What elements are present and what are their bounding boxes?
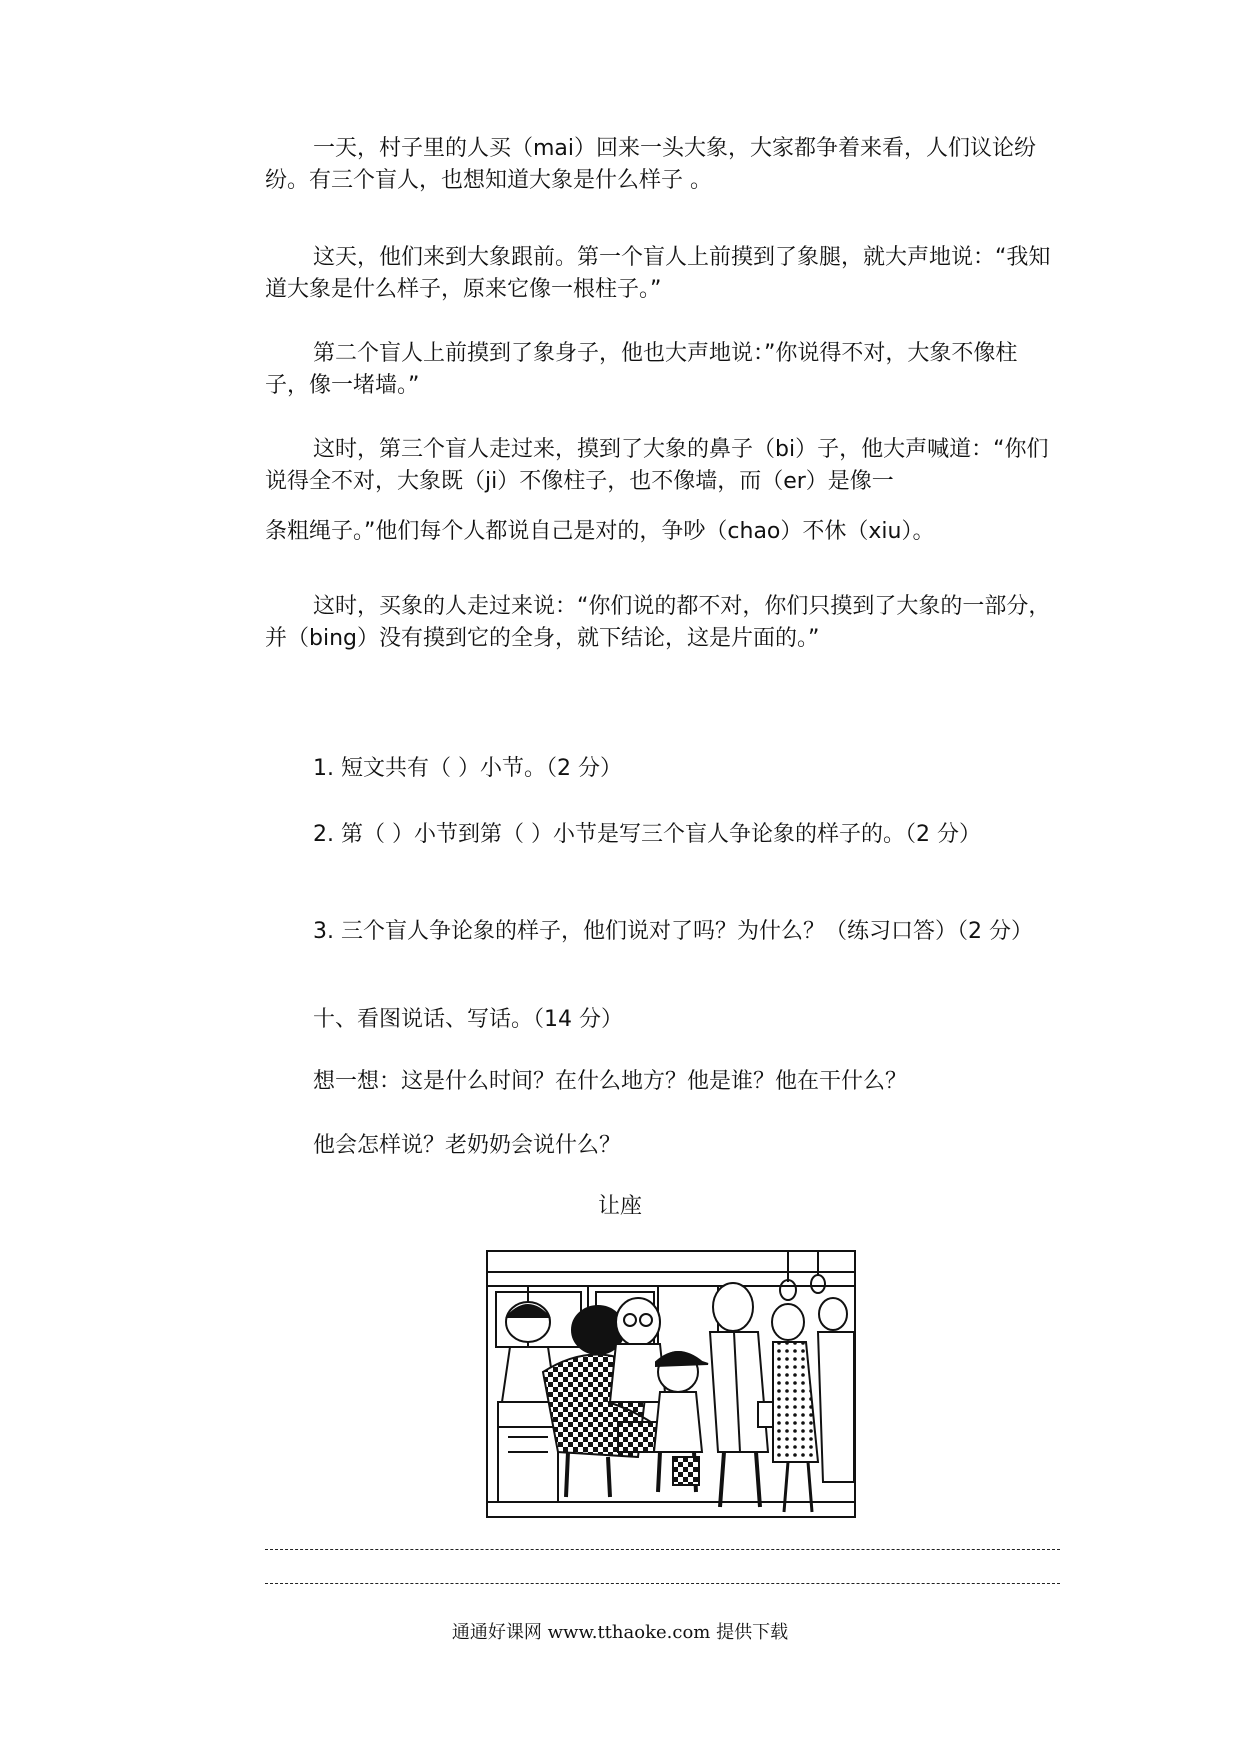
story-paragraph-5: 这时，买象的人走过来说：“你们说的都不对，你们只摸到了大象的一部分，并（bing）没有摸到它的全身，就下结论，这是片面的。”: [265, 594, 1051, 651]
writing-line-1[interactable]: [265, 1549, 1060, 1550]
story-paragraph-4-end: 条粗绳子。”他们每个人都说自己是对的，争吵（chao）不休（xiu）。: [265, 519, 935, 544]
section-10-heading: 十、看图说话、写话。（14 分）: [313, 1007, 623, 1032]
question-2: 2. 第（ ）小节到第（ ）小节是写三个盲人争论象的样子的。（2 分）: [313, 822, 981, 847]
story-paragraph-1: 一天，村子里的人买（mai）回来一头大象，大家都争着来看，人们议论纷纷。有三个盲人，也想知道大象是什么样子 。: [265, 136, 1037, 193]
footer-source: 通通好课网 www.tthaoke.com 提供下载: [451, 1622, 789, 1643]
section-10-prompt-1: 想一想：这是什么时间？在什么地方？他是谁？他在干什么？: [313, 1069, 908, 1094]
section-10-prompt-2: 他会怎样说？老奶奶会说什么？: [313, 1133, 622, 1158]
question-3: 3. 三个盲人争论象的样子，他们说对了吗？为什么？（练习口答）（2 分）: [313, 919, 1033, 944]
story-paragraph-2: 这天，他们来到大象跟前。第一个盲人上前摸到了象腿，就大声地说：“我知道大象是什么样子，原来它像一根柱子。”: [265, 245, 1051, 302]
bus-scene-drawing: [488, 1252, 854, 1516]
story-paragraph-3: 第二个盲人上前摸到了象身子，他也大声地说：”你说得不对，大象不像柱子，像一堵墙。”: [265, 341, 1018, 398]
story-paragraph-4: 这时，第三个盲人走过来，摸到了大象的鼻子（bi）子，他大声喊道：“你们说得全不对，大象既（ji）不像柱子，也不像墙，而（er）是像一: [265, 437, 1049, 494]
writing-line-2[interactable]: [265, 1583, 1060, 1584]
picture-title: 让座: [597, 1194, 642, 1219]
bus-seat-illustration: [486, 1250, 856, 1518]
question-1: 1. 短文共有（ ）小节。（2 分）: [313, 756, 622, 781]
